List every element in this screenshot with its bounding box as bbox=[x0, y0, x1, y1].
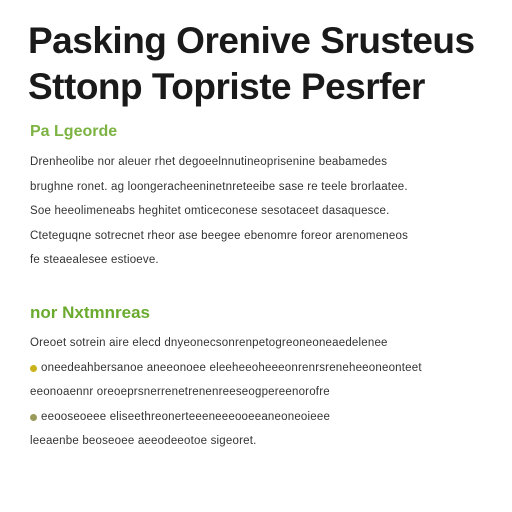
bullet-list-item bbox=[30, 405, 490, 430]
paragraph-line: leeaenbe beoseoee aeeodeeotoe sigeoret. bbox=[30, 435, 257, 447]
title-line-2: Sttonp Topriste Pesrfer bbox=[28, 66, 425, 107]
paragraph-line: brughne ronet. ag loongeracheeninetnreteeibe sase re teele brorlaatee. bbox=[30, 180, 408, 193]
bullet-dot-icon bbox=[30, 365, 37, 372]
paragraph-line: Soe heeolimeneabs heghitet omticeconese sesotaceet dasaquesce. bbox=[30, 205, 390, 217]
paragraph-line: Oreoet sotrein aire elecd dnyeonecsonrenpetogreoneoneaedelenee bbox=[30, 337, 388, 349]
bullet-text: oneedeahbersanoe aneeonoee eleeheeoheeeonrenrsreneheeoneonteet bbox=[41, 361, 422, 374]
bullet-dot-icon bbox=[30, 414, 37, 421]
paragraph-line: eeonoaennr oreoeprsnerrenetrenenreeseogpereenorofre bbox=[30, 386, 330, 398]
document-title bbox=[28, 18, 498, 110]
paragraph-line: fe steaealesee estioeve. bbox=[30, 254, 159, 266]
section-heading-2: nor Nxtmnreas bbox=[30, 303, 150, 322]
section-heading-1: Pa Lgeorde bbox=[30, 123, 118, 140]
paragraph-line: Drenheolibe nor aleuer rhet degoeelnnutineoprisenine beabamedes bbox=[30, 156, 388, 168]
bullet-text: eeooseoeee eliseethreonerteeeneeeooeeaneoneoieee bbox=[41, 410, 331, 423]
section-paragraph-2 bbox=[30, 331, 490, 454]
section-paragraph-1 bbox=[30, 150, 490, 273]
title-line-1: Pasking Orenive Srusteus bbox=[28, 20, 475, 61]
bullet-list-item bbox=[30, 356, 490, 381]
paragraph-line: Cteteguqne sotrecnet rheor ase beegee ebenomre foreor arenomeneos bbox=[30, 229, 409, 242]
